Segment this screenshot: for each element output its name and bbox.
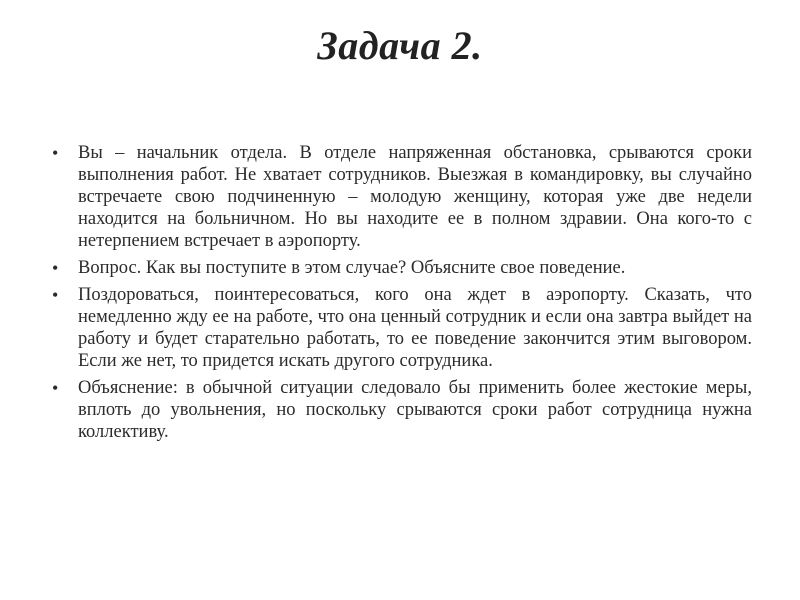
slide-title: Задача 2. <box>317 23 483 68</box>
bullet-icon: • <box>52 258 59 278</box>
bullet-icon: • <box>52 378 59 398</box>
bullet-text-explanation: Объяснение: в обычной ситуации следовало бы применить более жестокие меры, вплоть до увольнения, но поскольку срываются сроки работ сотрудница нужна коллективу. <box>78 378 752 442</box>
bullet-icon: • <box>52 285 59 305</box>
bullet-item-answer <box>52 284 752 372</box>
bullet-text-question: Вопрос. Как вы поступите в этом случае? Объясните свое поведение. <box>78 258 626 278</box>
bullet-text-situation: Вы – начальник отдела. В отделе напряженная обстановка, срываются сроки выполнения работ. Не хватает сотрудников. Выезжая в командировку, вы случайно встречаете свою подчиненную – молодую женщину, которая уже две недели находится на больничном. Но вы находите ее в полном здравии. Она кого-то с нетерпением встречает в аэропорту. <box>78 143 752 251</box>
bullet-item-question <box>52 257 752 279</box>
bullet-list <box>52 142 752 448</box>
bullet-icon: • <box>52 143 59 163</box>
bullet-item-situation <box>52 142 752 252</box>
bullet-item-explanation <box>52 377 752 443</box>
bullet-text-answer: Поздороваться, поинтересоваться, кого она ждет в аэропорту. Сказать, что немедленно жду ее на работе, что она ценный сотрудник и если она завтра выйдет на работу и будет старательно работать, то ее поведение закончится этим выговором. Если же нет, то придется искать другого сотрудника. <box>78 285 752 371</box>
